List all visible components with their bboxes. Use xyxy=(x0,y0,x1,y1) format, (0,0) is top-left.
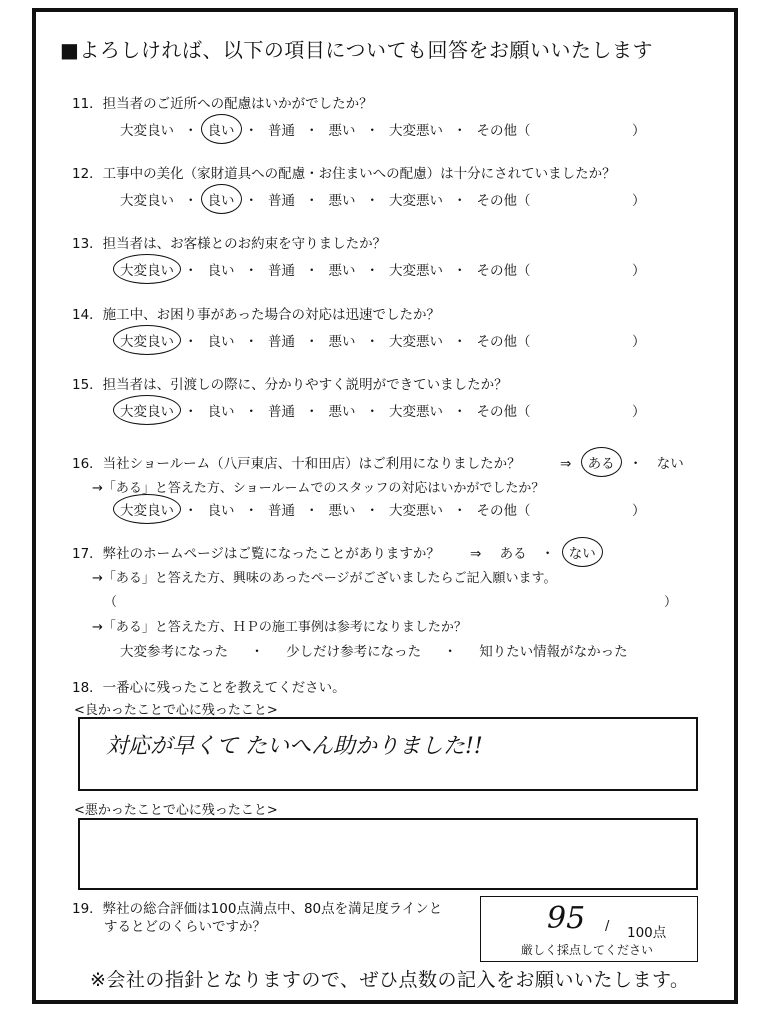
q17-paren-close: ） xyxy=(664,595,678,610)
q17-followup-2: →「ある」と答えた方、ＨＰの施工事例は参考になりましたか？ xyxy=(92,620,467,635)
q13-options: 大変良い ・ 良い ・ 普通 ・ 悪い ・ 大変悪い ・ その他（ ） xyxy=(120,259,531,279)
q12-label: 12．工事中の美化（家財道具への配慮・お住まいへの配慮）は十分にされていましたか？ xyxy=(72,166,616,182)
q19-note: 厳しく採点してください xyxy=(521,943,654,957)
q11-options: 大変良い ・ 良い ・ 普通 ・ 悪い ・ 大変悪い ・ その他（ ） xyxy=(120,119,531,139)
q11-option-1[interactable]: 良い xyxy=(208,119,235,139)
q16-option-1[interactable]: 良い xyxy=(207,503,235,519)
q16-option-2[interactable]: 普通 xyxy=(268,503,295,519)
q11-label: 11．担当者のご近所への配慮はいかがでしたか？ xyxy=(72,96,373,112)
q18-good-answer: 対応が早くて たいへん助かりました!! xyxy=(106,734,483,759)
q14-option-3[interactable]: 悪い xyxy=(328,334,356,350)
q12-option-5[interactable]: その他（ xyxy=(476,193,531,209)
q17-option-not-helpful[interactable]: 知りたい情報がなかった xyxy=(479,644,628,660)
q18-bad-box[interactable] xyxy=(78,818,698,890)
q17-options: 大変参考になった ・ 少しだけ参考になった ・ 知りたい情報がなかった xyxy=(120,644,628,660)
q17-option-somewhat-helpful[interactable]: 少しだけ参考になった xyxy=(286,644,422,660)
q17-option-very-helpful[interactable]: 大変参考になった xyxy=(120,644,228,660)
q15-option-3[interactable]: 悪い xyxy=(328,404,356,420)
q16-answer-row xyxy=(560,452,684,472)
q13-option-1[interactable]: 良い xyxy=(207,263,235,279)
q17-separator: ・ xyxy=(540,546,555,562)
q19-score-value: 95 xyxy=(547,901,586,936)
q12-option-0[interactable]: 大変良い xyxy=(120,193,174,209)
q15-option-0[interactable]: 大変良い xyxy=(120,400,174,420)
q11-option-5[interactable]: その他（ xyxy=(476,123,531,139)
q17-followup-1: →「ある」と答えた方、興味のあったページがございましたらご記入願います。 xyxy=(92,571,557,586)
q15-option-1[interactable]: 良い xyxy=(207,404,235,420)
q14-option-5[interactable]: その他（ xyxy=(476,334,531,350)
q13-close-paren: ） xyxy=(632,263,646,279)
q16-label: 16．当社ショールーム（八戸東店、十和田店）はご利用になりましたか？ xyxy=(72,456,521,472)
q19-score-box[interactable] xyxy=(480,896,698,962)
q16-option-0[interactable]: 大変良い xyxy=(120,499,174,519)
footer-note: ※会社の指針となりますので、ぜひ点数の記入をお願いいたします。 xyxy=(90,969,690,991)
q13-option-2[interactable]: 普通 xyxy=(268,263,295,279)
q14-options: 大変良い ・ 良い ・ 普通 ・ 悪い ・ 大変悪い ・ その他（ ） xyxy=(120,330,531,350)
q16-arrow: ⇒ xyxy=(560,456,572,472)
q13-label: 13．担当者は、お客様とのお約束を守りましたか？ xyxy=(72,236,387,252)
q16-option-4[interactable]: 大変悪い xyxy=(389,503,443,519)
q14-option-1[interactable]: 良い xyxy=(207,334,235,350)
q12-close-paren: ） xyxy=(632,193,646,209)
q16-options: 大変良い ・ 良い ・ 普通 ・ 悪い ・ 大変悪い ・ その他（ ） xyxy=(120,499,531,519)
q16-close-paren: ） xyxy=(632,503,646,519)
q11-close-paren: ） xyxy=(632,123,646,139)
q16-option-5[interactable]: その他（ xyxy=(476,503,531,519)
q15-options: 大変良い ・ 良い ・ 普通 ・ 悪い ・ 大変悪い ・ その他（ ） xyxy=(120,400,531,420)
q17-label: 17．弊社のホームページはご覧になったことがありますか？ xyxy=(72,546,440,562)
q16-yes-option[interactable]: ある xyxy=(588,452,615,472)
q18-good-label: <良かったことで心に残ったこと> xyxy=(74,703,278,718)
section-header: ■よろしければ、以下の項目についても回答をお願いいたします xyxy=(60,38,653,62)
q18-good-box[interactable] xyxy=(78,717,698,791)
q18-bad-label: <悪かったことで心に残ったこと> xyxy=(74,803,278,818)
q15-label: 15．担当者は、引渡しの際に、分かりやすく説明ができていましたか？ xyxy=(72,377,508,393)
q16-option-3[interactable]: 悪い xyxy=(328,503,356,519)
q16-no-option[interactable]: ない xyxy=(656,456,684,472)
q14-option-0[interactable]: 大変良い xyxy=(120,330,174,350)
q14-label: 14．施工中、お困り事があった場合の対応は迅速でしたか？ xyxy=(72,307,441,323)
q19-label-line1: 19．弊社の総合評価は100点満点中、80点を満足度ラインと xyxy=(72,901,443,917)
q12-option-3[interactable]: 悪い xyxy=(328,193,356,209)
q17-no-option[interactable]: ない xyxy=(569,542,596,562)
q16-separator: ・ xyxy=(628,456,643,472)
q13-option-5[interactable]: その他（ xyxy=(476,263,531,279)
q12-options: 大変良い ・ 良い ・ 普通 ・ 悪い ・ 大変悪い ・ その他（ ） xyxy=(120,189,531,209)
q12-option-4[interactable]: 大変悪い xyxy=(389,193,443,209)
q18-label: 18．一番心に残ったことを教えてください。 xyxy=(72,680,346,696)
q13-option-4[interactable]: 大変悪い xyxy=(389,263,443,279)
q12-option-1[interactable]: 良い xyxy=(208,189,235,209)
q15-option-5[interactable]: その他（ xyxy=(476,404,531,420)
q13-option-0[interactable]: 大変良い xyxy=(120,259,174,279)
q14-option-4[interactable]: 大変悪い xyxy=(389,334,443,350)
q17-arrow: ⇒ xyxy=(470,546,482,562)
q19-max-score: 100点 xyxy=(627,925,667,941)
q15-close-paren: ） xyxy=(632,404,646,420)
q11-option-0[interactable]: 大変良い xyxy=(120,123,174,139)
q14-option-2[interactable]: 普通 xyxy=(268,334,295,350)
q11-option-3[interactable]: 悪い xyxy=(328,123,356,139)
q17-answer-row xyxy=(470,542,596,562)
q15-option-2[interactable]: 普通 xyxy=(268,404,295,420)
q12-option-2[interactable]: 普通 xyxy=(268,193,295,209)
q14-close-paren: ） xyxy=(632,334,646,350)
q15-option-4[interactable]: 大変悪い xyxy=(389,404,443,420)
q19-label-line2: するとどのくらいですか？ xyxy=(104,919,266,935)
q17-paren-open[interactable]: （ xyxy=(104,595,118,610)
q11-option-2[interactable]: 普通 xyxy=(268,123,295,139)
q11-option-4[interactable]: 大変悪い xyxy=(389,123,443,139)
q13-option-3[interactable]: 悪い xyxy=(328,263,356,279)
q17-yes-option[interactable]: ある xyxy=(499,546,527,562)
q19-slash: / xyxy=(605,919,610,934)
q16-followup: →「ある」と答えた方、ショールームでのスタッフの対応はいかがでしたか？ xyxy=(92,481,545,496)
